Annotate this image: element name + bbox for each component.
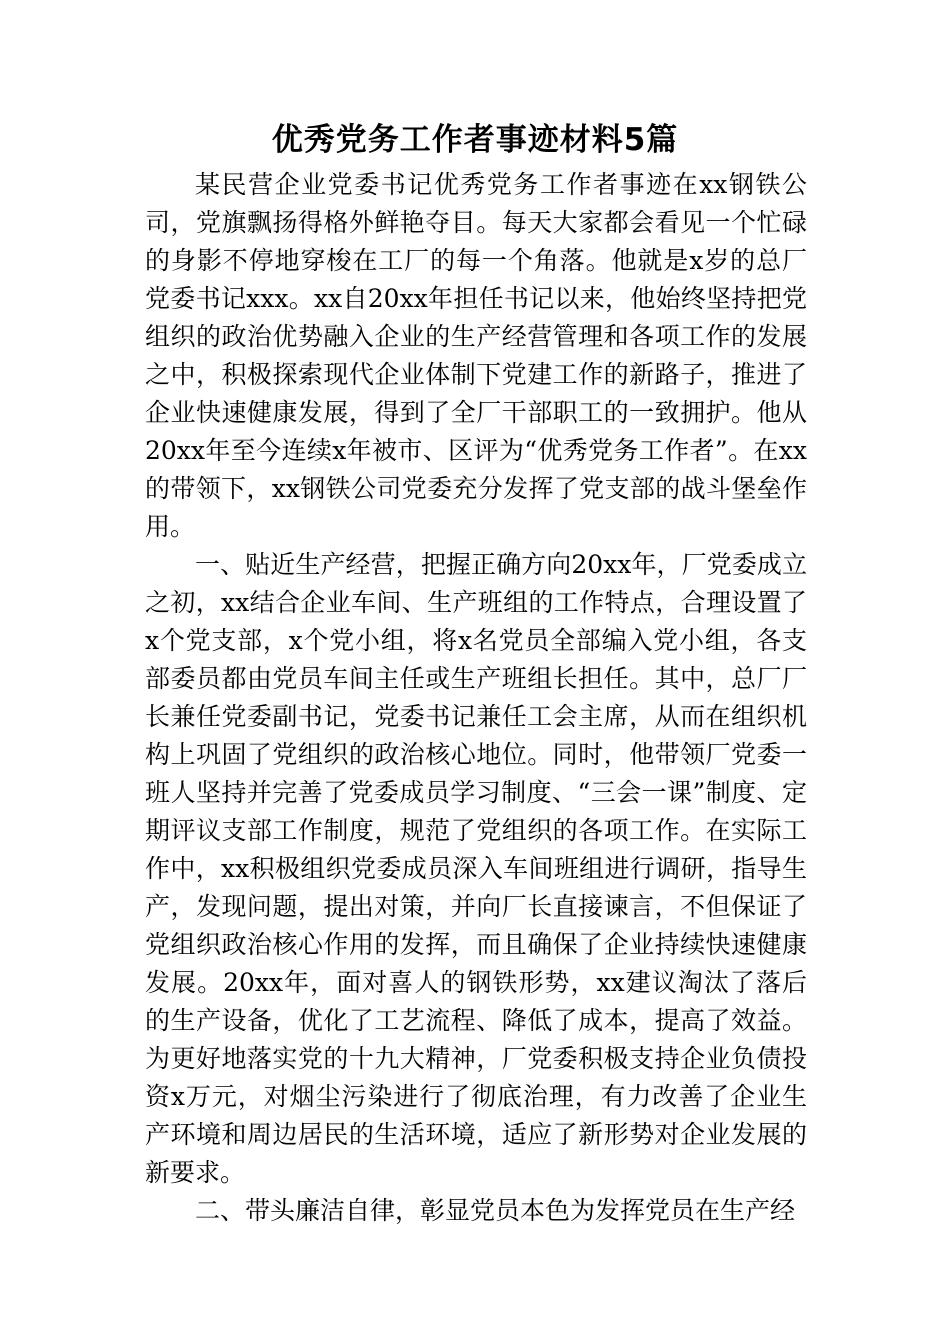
document-body xyxy=(145,166,807,1230)
document-title: 优秀党务工作者事迹材料5篇 xyxy=(271,122,679,158)
paragraph-intro: 某民营企业党委书记优秀党务工作者事迹在xx钢铁公司，党旗飘扬得格外鲜艳夺目。每天大家都会看见一个忙碌的身影不停地穿梭在工厂的每一个角落。他就是x岁的总厂党委书记xxx。xx自20xx年担任书记以来，他始终坚持把党组织的政治优势融入企业的生产经营管理和各项工作的发展之中，积极探索现代企业体制下党建工作的新路子，推进了企业快速健康发展，得到了全厂干部职工的一致拥护。他从20xx年至今连续x年被市、区评为“优秀党务工作者”。在xx的带领下，xx钢铁公司党委充分发挥了党支部的战斗堡垒作用。 xyxy=(145,170,807,541)
paragraph-section-one: 一、贴近生产经营，把握正确方向20xx年，厂党委成立之初，xx结合企业车间、生产班组的工作特点，合理设置了x个党支部，x个党小组，将x名党员全部编入党小组，各支部委员都由党员车间主任或生产班组长担任。其中，总厂厂长兼任党委副书记，党委书记兼任工会主席，从而在组织机构上巩固了党组织的政治核心地位。同时，他带领厂党委一班人坚持并完善了党委成员学习制度、“三会一课”制度、定期评议支部工作制度，规范了党组织的各项工作。在实际工作中，xx积极组织党委成员深入车间班组进行调研，指导生产，发现问题，提出对策，并向厂长直接谏言，不但保证了党组织政治核心作用的发挥，而且确保了企业持续快速健康发展。20xx年，面对喜人的钢铁形势，xx建议淘汰了落后的生产设备，优化了工艺流程、降低了成本，提高了效益。为更好地落实党的十九大精神，厂党委积极支持企业负债投资x万元，对烟尘污染进行了彻底治理，有力改善了企业生产环境和周边居民的生活环境，适应了新形势对企业发展的新要求。 xyxy=(145,550,807,1187)
paragraph-section-two: 二、带头廉洁自律，彰显党员本色为发挥党员在生产经 xyxy=(195,1196,796,1225)
